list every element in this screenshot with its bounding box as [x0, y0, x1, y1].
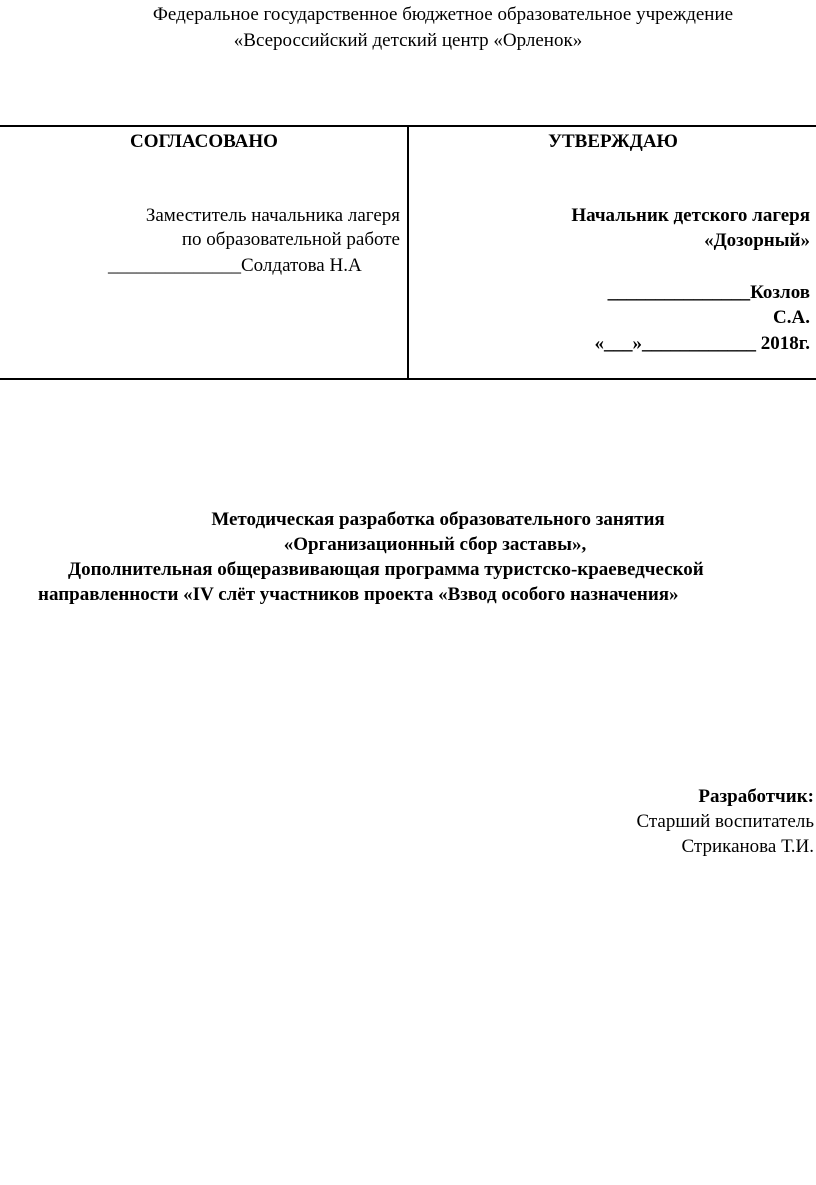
agreed-position-line1: Заместитель начальника лагеря — [145, 205, 400, 226]
agreed-position-line2: по образовательной работе — [181, 229, 400, 250]
agreed-signature-line: ______________Солдатова Н.А — [108, 255, 362, 276]
doc-title-line1: Методическая разработка образовательного занятия — [211, 509, 665, 530]
institution-center-name: «Всероссийский детский центр «Орленок» — [233, 30, 583, 51]
agreed-title: СОГЛАСОВАНО — [130, 131, 278, 152]
doc-title-line4: направленности «IV слёт участников проекта «Взвод особого назначения» — [38, 584, 679, 605]
doc-title-line2: «Организационный сбор заставы», — [283, 534, 587, 555]
approve-initials: С.А. — [773, 307, 810, 328]
table-divider — [407, 125, 409, 380]
developer-label: Разработчик: — [698, 786, 814, 807]
institution-name: Федеральное государственное бюджетное образовательное учреждение — [152, 4, 734, 25]
approve-position-line1: Начальник детского лагеря — [571, 205, 810, 226]
approve-title: УТВЕРЖДАЮ — [548, 131, 678, 152]
developer-position: Старший воспитатель — [636, 811, 814, 832]
approve-date-line: «___»____________ 2018г. — [594, 333, 810, 354]
doc-title-line3: Дополнительная общеразвивающая программа туристско-краеведческой — [68, 559, 704, 580]
developer-name: Стриканова Т.И. — [681, 836, 814, 857]
approve-position-line2: «Дозорный» — [704, 230, 810, 251]
approve-signature-line: _______________Козлов — [607, 282, 810, 303]
